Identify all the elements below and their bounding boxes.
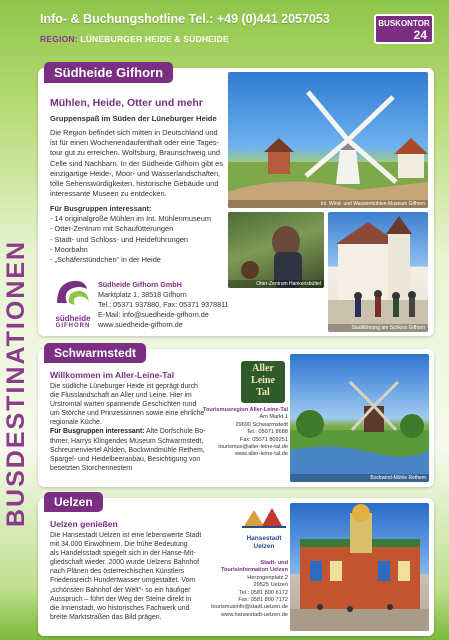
schwarmstedt-contact-email[interactable]: tourismus@aller-leine-tal.de (218, 444, 288, 451)
gifhorn-body-line: Die Region befindet sich mitten in Deutschland und (50, 128, 218, 137)
uelzen-contact-email[interactable]: tourismusinfo@stadt.uelzen.de (211, 604, 288, 611)
gifhorn-contact-phone: Tel.: 05371 937880, Fax: 05371 9378811 (98, 300, 229, 309)
gifhorn-interest-item: - „Schäferstündchen“ in der Heide (50, 255, 161, 265)
gifhorn-body-line: Celle sind Nachbarn. In der Südheide Gifhorn gibt es (50, 158, 223, 168)
castle-illustration (328, 212, 428, 332)
schwarmstedt-body-line: die Flusslandschaft an Aller und Leine. Hier im (50, 392, 192, 400)
suedheide-logo-text2: GIFHORN (55, 323, 91, 329)
uelzen-body-line: mit 34.000 Einwohnern. Die frühe Bedeutung (50, 541, 188, 549)
uelzen-card (38, 495, 434, 636)
uelzen-body-line: nach Plänen des österreichischen Künstlers (50, 568, 185, 576)
uelzen-contact-line: Fax: 0581 800 7172 (238, 597, 288, 604)
station-illustration (290, 503, 429, 631)
uelzen-contact-line: Herzogenplatz 2 (247, 574, 288, 581)
suedheide-logo-text1: südheide (55, 314, 91, 323)
windmill-photo (228, 72, 428, 208)
uelzen-contact (211, 560, 288, 619)
gifhorn-card (38, 65, 434, 336)
otter-illustration (228, 212, 324, 288)
schwarmstedt-card (38, 346, 434, 487)
schwarmstedt-interest-line: Schreunenviertel Ahlden, Bockwindmühle Rethem, (50, 446, 205, 454)
gifhorn-contact-name: Südheide Gifhorn GmbH (98, 280, 182, 289)
gifhorn-interest-item: - 14 originalgroße Mühlen im Int. Mühlenmuseum (50, 214, 212, 224)
schwarmstedt-interest-title: Für Busgruppen interessant: (50, 428, 145, 436)
hotline-text: Info- & Buchungshotline Tel.: +49 (0)441 2057053 (40, 12, 330, 26)
schwarmstedt-contact-line: Tel.: 05071 8688 (246, 429, 288, 436)
schwarmstedt-interest-line: besetzten Storchennestern (50, 464, 133, 472)
uelzen-banner: Uelzen (44, 492, 103, 512)
uelzen-body (50, 531, 201, 622)
uelzen-body-line: Ausspruch – führt der Weg der Steine direkt in (50, 595, 192, 603)
gifhorn-contact-email[interactable]: E-Mail: info@suedheide-gifhorn.de (98, 310, 209, 319)
gifhorn-interests (50, 204, 211, 265)
schwarmstedt-interest-line (50, 427, 205, 436)
schwarmstedt-interest-line: Spargel- und Heidelbeeranbau, Besichtigung von (50, 455, 201, 463)
gifhorn-body-line: tour gut zu erreichen. Wolfsburg, Braunschweig und (50, 148, 220, 158)
uelzen-contact-line: 29525 Uelzen (253, 582, 288, 589)
gifhorn-contact-address: Marktplatz 1, 38518 Gifhorn (98, 290, 187, 299)
suedheide-logo-mark (53, 275, 93, 309)
windmill-caption: Int. Wind- und Wassermühlen-Museum Gifhorn (228, 200, 428, 208)
logo-aller: Aller (252, 363, 274, 374)
uelzen-body-line: als Handelsstadt spiegelt sich in der Hanse-Mit- (50, 550, 196, 558)
uelzen-contact-web[interactable]: www.hansestadt-uelzen.de (221, 611, 288, 618)
aller-leine-tal-logo (241, 361, 285, 403)
uelzen-body-line: die Innenstadt, wo historisches Fachwerk und (50, 604, 190, 612)
schwarmstedt-contact-web[interactable]: www.aller-leine-tal.de (234, 451, 288, 458)
rethem-illustration (290, 354, 429, 482)
schwarmstedt-contact-line: 29690 Schwarmstedt (235, 421, 288, 428)
gifhorn-subtitle: Mühlen, Heide, Otter und mehr (50, 97, 203, 109)
gifhorn-lead-text: Gruppenspaß im Süden der Lüneburger Heide (50, 114, 217, 123)
gifhorn-body-line: tolle Sehenswürdigkeiten, historische Gebäude und (50, 179, 219, 189)
uelzen-station-photo (290, 503, 429, 631)
uelzen-logo (238, 506, 290, 548)
gifhorn-lead (50, 114, 217, 124)
gifhorn-interest-item: - Otter-Zentrum mit Schaufütterungen (50, 224, 174, 234)
schwarmstedt-contact (203, 407, 288, 459)
buskontor-logo[interactable] (374, 14, 434, 44)
schwarmstedt-body-line: regionale Küche. (50, 419, 102, 427)
logo-text: BUSKONTOR (378, 19, 430, 28)
uelzen-contact-line: Tel.: 0581 800 6172 (238, 589, 288, 596)
rethem-photo (290, 354, 429, 482)
castle-photo (328, 212, 428, 332)
gifhorn-contact (98, 280, 229, 330)
logo-number: 24 (413, 28, 427, 42)
uelzen-logo-mark (238, 506, 290, 530)
side-title: BUSDESTINATIONEN (2, 239, 30, 527)
uelzen-logo-text: Hansestadt Uelzen (246, 535, 282, 550)
gifhorn-body-line: einzigartige Heide-, Moor- und Wasserlandschaften, (50, 168, 221, 178)
region-line (40, 34, 229, 44)
schwarmstedt-body-line: Die südliche Lüneburger Heide ist geprägt durch (50, 383, 198, 390)
gifhorn-banner: Südheide Gifhorn (44, 62, 173, 83)
schwarmstedt-contact-line: Fax: 05071 809251 (239, 436, 288, 443)
gifhorn-body-line: ist für einen Wochenendaufenthalt oder eine Tages- (50, 138, 220, 148)
schwarmstedt-subtitle: Willkommen im Aller-Leine-Tal (50, 370, 175, 380)
uelzen-contact-title1: Stadt- und (260, 560, 288, 566)
schwarmstedt-contact-line: Am Markt 1 (259, 414, 288, 421)
schwarmstedt-body-line: um Störche und Prinzessinnen sowie eine ehrliche (50, 410, 205, 418)
gifhorn-interest-title: Für Busgruppen interessant: (50, 204, 152, 213)
region-label: REGION: (40, 34, 78, 44)
uelzen-body-line: Friedensreich Hundertwasser umgestaltet. Vom (50, 577, 196, 585)
schwarmstedt-interest-text: Alte Dorfschule Bo- (144, 428, 206, 436)
castle-caption: Stadtführung am Schloss Gifhorn (328, 324, 428, 332)
gifhorn-body (50, 128, 223, 199)
uelzen-body-line: „schönsten Bahnhof der Welt“- so ein häufiger (50, 586, 191, 594)
uelzen-subtitle: Uelzen genießen (50, 519, 118, 529)
gifhorn-interest-item: - Moorbahn (50, 244, 88, 254)
logo-tal: Tal (256, 387, 270, 398)
region-value: LÜNEBURGER HEIDE & SÜDHEIDE (80, 34, 229, 44)
otter-caption: Otter-Zentrum Hankensbüttel (228, 280, 324, 288)
gifhorn-body-line: interessante Museen zu entdecken. (50, 189, 167, 199)
otter-photo (228, 212, 324, 288)
logo-leine: Leine (251, 375, 275, 386)
uelzen-body-line: breite Marktstraßen das Bild prägen. (50, 613, 162, 621)
uelzen-body-line: Die Hansestadt Uelzen ist eine lebenswerte Stadt (50, 532, 202, 539)
schwarmstedt-body-line: Urstromtal warten spannende Geschichten rund (50, 401, 197, 409)
windmill-illustration (228, 72, 428, 208)
suedheide-logo (50, 275, 96, 331)
gifhorn-contact-web[interactable]: www.suedheide-gifhorn.de (98, 320, 183, 329)
gifhorn-interest-item: - Stadt- und Schloss- und Heideführungen (50, 234, 189, 244)
schwarmstedt-banner: Schwarmstedt (44, 343, 146, 363)
rethem-caption: Bockwind-Mühle Rethem (290, 474, 429, 482)
schwarmstedt-interest-line: thmer, Harrys Klingendes Museum Schwarmstedt, (50, 437, 204, 445)
schwarmstedt-contact-title: Tourismusregion Aller-Leine-Tal (202, 407, 288, 413)
uelzen-body-line: gliedschaft wieder. 2000 wurde Uelzens Bahnhof (50, 559, 200, 567)
schwarmstedt-body (50, 382, 205, 473)
uelzen-contact-title2: Tourisinformation Uelzen (220, 567, 288, 574)
